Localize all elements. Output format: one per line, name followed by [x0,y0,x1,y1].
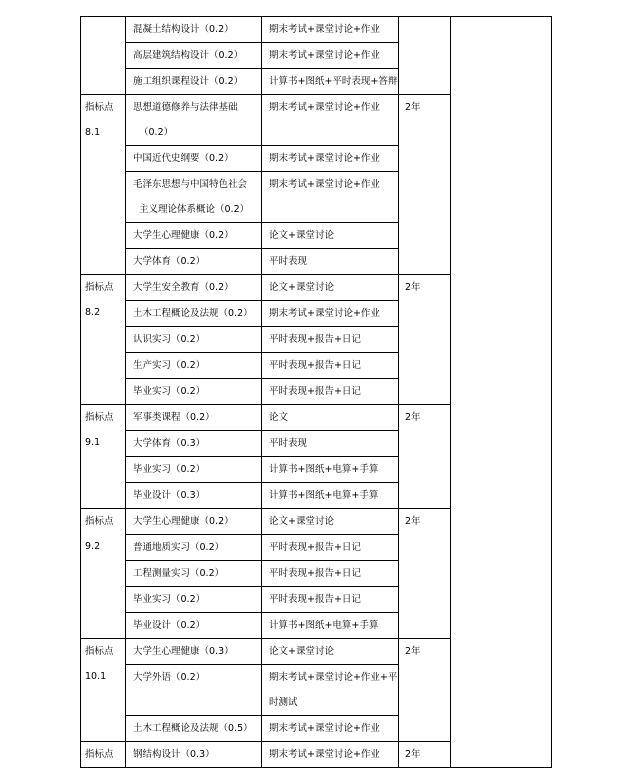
period-text: 2年 [405,282,421,293]
cell-text-line: 毕业设计（0.3） [133,490,206,501]
course-cell [126,69,262,95]
cell-text-line: 毕业实习（0.2） [133,594,206,605]
cell-text-line: 毕业设计（0.2） [133,620,206,631]
indicator-point-cell [81,405,126,509]
cell-text-line: 土木工程概论及法规（0.5） [133,723,253,734]
assessment-method-cell [262,172,399,223]
cell-text-line: 计算书+图纸+电算+手算 [269,620,379,631]
table-body [81,17,552,768]
assessment-method-cell [262,405,399,431]
assessment-method-cell [262,223,399,249]
cell-text-line: 期末考试+课堂讨论+作业 [269,24,380,35]
course-cell [126,716,262,742]
cell-text-line: 指标点 [85,749,114,760]
cell-text-line: 施工组织课程设计（0.2） [133,76,244,87]
assessment-method-cell [262,639,399,665]
cell-text-line: 论文+课堂讨论 [269,230,334,241]
cell-text-line: 钢结构设计（0.3） [133,749,215,760]
cell-text-line: 期末考试+课堂讨论+作业+平 [269,672,398,683]
cell-text-line: 期末考试+课堂讨论+作业 [269,102,380,113]
assessment-method-cell [262,249,399,275]
assessment-method-cell [262,716,399,742]
course-cell [126,17,262,43]
cell-text-line: 期末考试+课堂讨论+作业 [269,308,380,319]
cell-text-line: 中国近代史纲要（0.2） [133,153,234,164]
course-cell [126,249,262,275]
cell-text-line: 毕业实习（0.2） [133,464,206,475]
cell-text-line: 时测试 [269,697,298,708]
notes-column-cell [451,17,552,768]
cell-text-line: （0.2） [139,127,174,138]
course-cell [126,742,262,768]
assessment-method-cell [262,587,399,613]
course-cell [126,301,262,327]
indicator-point-cell [81,275,126,405]
cell-text-line: 平时表现+报告+日记 [269,594,361,605]
course-cell [126,431,262,457]
assessment-method-cell [262,353,399,379]
assessment-method-cell [262,561,399,587]
cell-text-line: 计算书+图纸+平时表现+答辩 [269,76,398,87]
assessment-method-cell [262,457,399,483]
course-cell [126,146,262,172]
assessment-method-cell [262,742,399,768]
assessment-method-cell [262,69,399,95]
assessment-method-cell [262,379,399,405]
cell-text-line: 8.2 [85,307,101,318]
document-page [80,16,551,768]
course-cell [126,509,262,535]
cell-text-line: 大学生心理健康（0.2） [133,516,234,527]
cell-text-line: 认识实习（0.2） [133,334,206,345]
period-text: 2年 [405,646,421,657]
cell-text-line: 8.1 [85,127,101,138]
cell-text-line: 平时表现+报告+日记 [269,542,361,553]
assessment-method-cell [262,535,399,561]
cell-text-line: 平时表现 [269,438,308,449]
cell-text-line: 期末考试+课堂讨论+作业 [269,50,380,61]
cell-text-line [133,690,261,715]
cell-text-line: 军事类课程（0.2） [133,412,215,423]
table-row [81,17,552,43]
course-cell [126,561,262,587]
assessment-method-cell [262,95,399,146]
course-cell [126,172,262,223]
evaluation-period-cell [399,405,451,509]
assessment-method-cell [262,275,399,301]
evaluation-period-cell [399,639,451,742]
period-text: 2年 [405,412,421,423]
course-cell [126,275,262,301]
cell-text-line: 土木工程概论及法规（0.2） [133,308,253,319]
cell-text-line: 普通地质实习（0.2） [133,542,225,553]
cell-text-line: 计算书+图纸+电算+手算 [269,490,379,501]
indicator-point-cell [81,509,126,639]
assessment-method-cell [262,613,399,639]
course-cell [126,483,262,509]
cell-text-line: 混凝土结构设计（0.2） [133,24,234,35]
cell-text-line: 9.2 [85,541,101,552]
cell-text-line: 计算书+图纸+电算+手算 [269,464,379,475]
cell-text-line: 毕业实习（0.2） [133,386,206,397]
cell-text-line: 期末考试+课堂讨论+作业 [269,153,380,164]
course-cell [126,43,262,69]
cell-text-line: 大学体育（0.3） [133,438,206,449]
assessment-method-cell [262,327,399,353]
course-cell [126,535,262,561]
cell-text-line: 大学生心理健康（0.2） [133,230,234,241]
cell-text-line: 思想道德修养与法律基础 [133,102,238,113]
cell-text-line: 论文+课堂讨论 [269,282,334,293]
cell-text-line: 平时表现+报告+日记 [269,334,361,345]
cell-text-line: 平时表现+报告+日记 [269,568,361,579]
cell-text-line: 平时表现 [269,256,308,267]
cell-text-line: 10.1 [85,671,107,682]
assessment-method-cell [262,665,399,716]
period-text: 2年 [405,749,421,760]
assessment-method-cell [262,301,399,327]
course-cell [126,95,262,146]
indicator-course-table [80,16,552,768]
assessment-method-cell [262,43,399,69]
indicator-point-cell [81,95,126,275]
course-cell [126,223,262,249]
cell-text-line: 大学外语（0.2） [133,672,206,683]
course-cell [126,327,262,353]
cell-text-line: 期末考试+课堂讨论+作业 [269,723,380,734]
course-cell [126,639,262,665]
assessment-method-cell [262,146,399,172]
indicator-point-cell [81,742,126,768]
cell-text-line: 论文+课堂讨论 [269,646,334,657]
cell-text-line: 期末考试+课堂讨论+作业 [269,749,380,760]
assessment-method-cell [262,431,399,457]
cell-text-line: 工程测量实习（0.2） [133,568,225,579]
cell-text-line: 指标点 [85,102,114,113]
evaluation-period-cell [399,509,451,639]
evaluation-period-cell [399,17,451,95]
cell-text-line: 指标点 [85,282,114,293]
cell-text-line: 指标点 [85,412,114,423]
evaluation-period-cell [399,95,451,275]
period-text: 2年 [405,102,421,113]
course-cell [126,405,262,431]
cell-text-line: 论文 [269,412,289,423]
assessment-method-cell [262,509,399,535]
cell-text-line: 指标点 [85,516,114,527]
evaluation-period-cell [399,742,451,768]
cell-text-line: 9.1 [85,437,101,448]
course-cell [126,457,262,483]
cell-text-line: 生产实习（0.2） [133,360,206,371]
assessment-method-cell [262,483,399,509]
period-text: 2年 [405,516,421,527]
cell-text-line: 大学体育（0.2） [133,256,206,267]
course-cell [126,665,262,716]
cell-text-line: 主义理论体系概论（0.2） [139,204,250,215]
cell-text-line: 毛泽东思想与中国特色社会 [133,179,248,190]
course-cell [126,587,262,613]
cell-text-line: 大学生安全教育（0.2） [133,282,234,293]
cell-text-line: 指标点 [85,646,114,657]
evaluation-period-cell [399,275,451,405]
course-cell [126,353,262,379]
course-cell [126,379,262,405]
indicator-point-cell [81,639,126,742]
cell-text-line: 期末考试+课堂讨论+作业 [269,179,380,190]
cell-text-line: 论文+课堂讨论 [269,516,334,527]
cell-text-line: 大学生心理健康（0.3） [133,646,234,657]
assessment-method-cell [262,17,399,43]
cell-text-line: 平时表现+报告+日记 [269,386,361,397]
course-cell [126,613,262,639]
cell-text-line: 高层建筑结构设计（0.2） [133,50,244,61]
cell-text-line: 平时表现+报告+日记 [269,360,361,371]
indicator-point-cell [81,17,126,95]
